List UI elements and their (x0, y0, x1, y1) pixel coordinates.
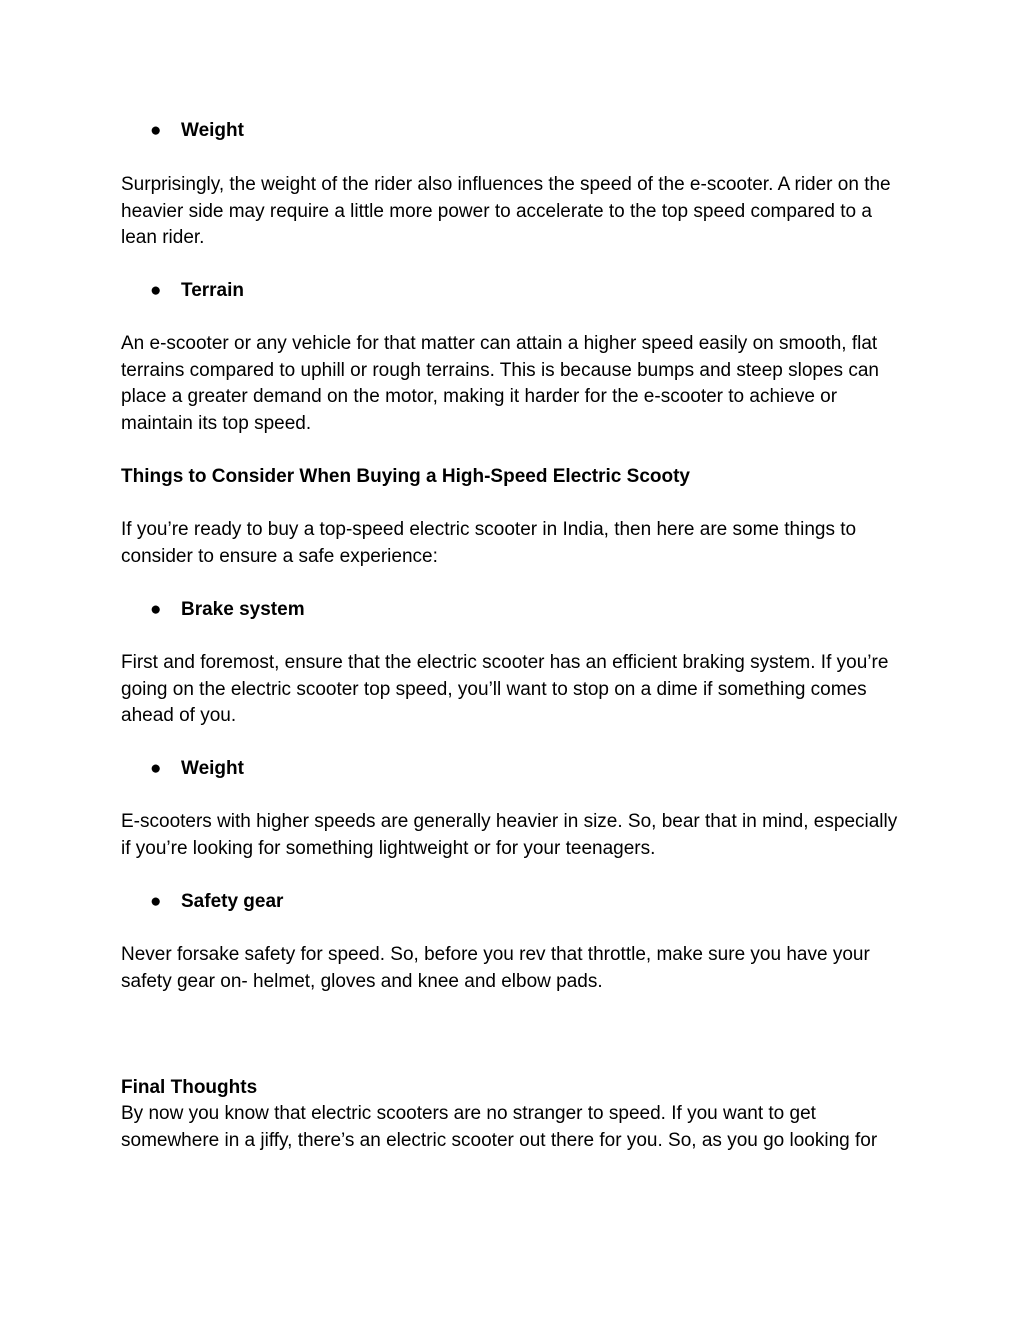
paragraph-safety-gear: Never forsake safety for speed. So, before you rev that throttle, make sure you have your safety gear on- helmet, gloves and knee and elbow pads. (121, 944, 870, 992)
bullet-item-weight (150, 118, 244, 145)
bullet-title: Weight (181, 758, 244, 779)
bullet-title: Safety gear (181, 891, 284, 912)
section-heading-consider: Things to Consider When Buying a High-Speed Electric Scooty (121, 466, 690, 487)
bullet-title: Brake system (181, 599, 305, 620)
bullet-item-safety-gear (150, 889, 283, 916)
bullet-icon: ● (150, 891, 162, 912)
bullet-title: Weight (181, 120, 244, 141)
bullet-item-terrain (150, 278, 244, 305)
bullet-item-weight-2 (150, 756, 244, 783)
paragraph-consider-intro: If you’re ready to buy a top-speed electric scooter in India, then here are some things to consider to ensure a safe experience: (121, 519, 857, 567)
bullet-title: Terrain (181, 280, 245, 301)
paragraph-final-thoughts: By now you know that electric scooters are no stranger to speed. If you want to get somewhere in a jiffy, there’s an electric scooter out there for you. So, as you go looking for (121, 1103, 878, 1151)
paragraph-terrain: An e-scooter or any vehicle for that matter can attain a higher speed easily on smooth, flat terrains compared to uphill or rough terrains. This is because bumps and steep slopes can place a greater demand on the motor, making it harder for the e-scooter to achieve or maintain its top speed. (121, 333, 879, 434)
bullet-icon: ● (150, 280, 162, 301)
bullet-icon: ● (150, 758, 162, 779)
paragraph-brake-system: First and foremost, ensure that the electric scooter has an efficient braking system. If you’re going on the electric scooter top speed, you’ll want to stop on a dime if something comes ahead of you. (121, 652, 889, 726)
paragraph-weight: Surprisingly, the weight of the rider also influences the speed of the e-scooter. A rider on the heavier side may require a little more power to accelerate to the top speed compared to a lean rider. (121, 174, 891, 248)
bullet-icon: ● (150, 120, 162, 141)
bullet-icon: ● (150, 599, 162, 620)
section-heading-final-thoughts: Final Thoughts (121, 1077, 258, 1098)
paragraph-weight-2: E-scooters with higher speeds are generally heavier in size. So, bear that in mind, especially if you’re looking for something lightweight or for your teenagers. (121, 811, 898, 859)
bullet-item-brake-system (150, 597, 305, 624)
